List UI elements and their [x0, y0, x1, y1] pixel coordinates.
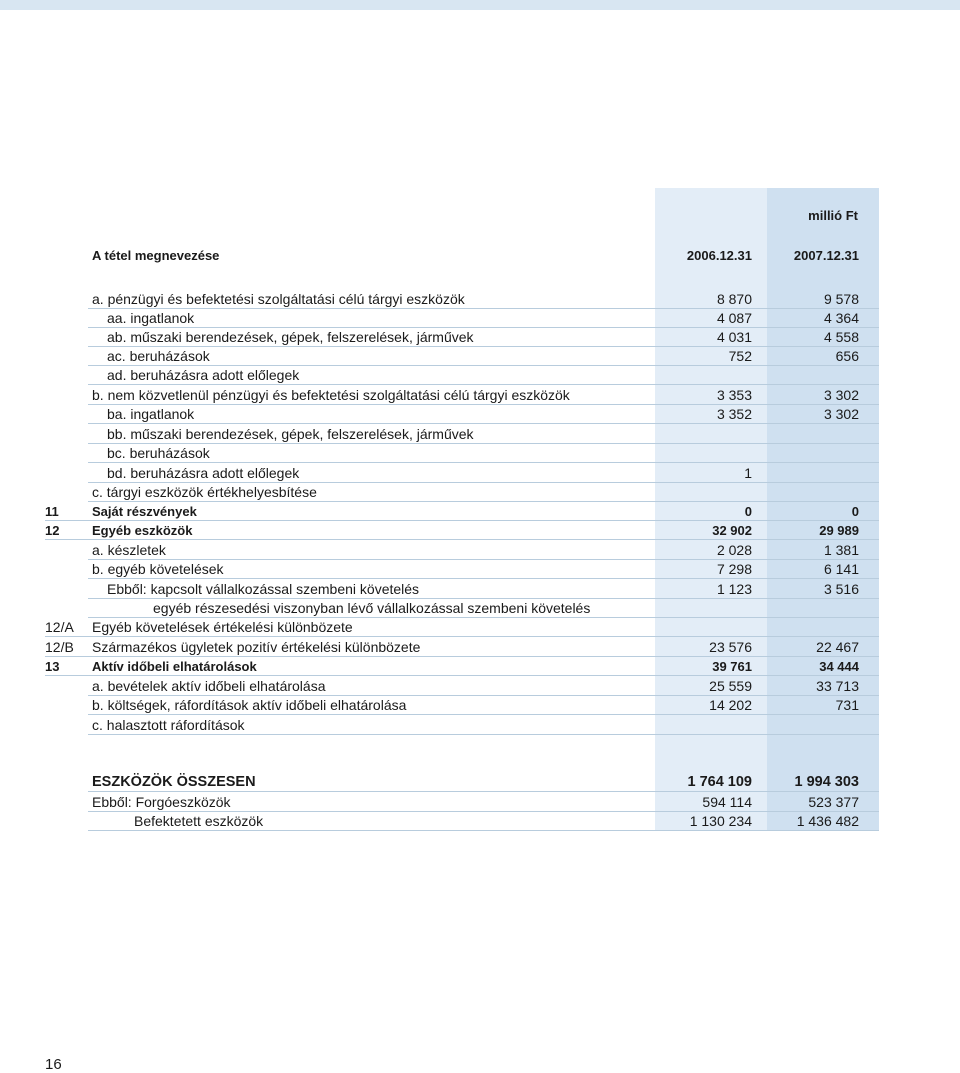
table-row [0, 290, 960, 309]
row-code: 12/B [45, 639, 74, 655]
row-label: Saját részvények [92, 504, 197, 519]
table-row [0, 599, 960, 618]
value-2006: 7 298 [716, 561, 752, 577]
row-label: Egyéb követelések értékelési különbözete [92, 619, 353, 635]
row-divider [88, 830, 879, 831]
value-2006: 39 761 [712, 659, 752, 674]
row-label: ac. beruházások [107, 348, 210, 364]
value-2006: 4 031 [716, 329, 752, 345]
row-divider [88, 423, 879, 424]
value-2007: 34 444 [819, 659, 859, 674]
row-label: Ebből: Forgóeszközök [92, 794, 231, 810]
value-2007: 22 467 [816, 639, 859, 655]
table-row [0, 425, 960, 444]
value-2006: 14 202 [709, 697, 752, 713]
value-2006: 1 764 109 [687, 774, 752, 790]
header-2006: 2006.12.31 [686, 248, 752, 263]
table-row [0, 521, 960, 540]
row-label: aa. ingatlanok [107, 310, 195, 326]
row-label: ESZKÖZÖK ÖSSZESEN [92, 774, 256, 790]
value-2006: 32 902 [712, 523, 752, 538]
value-2006: 1 [744, 465, 752, 481]
value-2007: 3 302 [823, 406, 859, 422]
table-row [0, 716, 960, 735]
totals-row [0, 812, 960, 831]
row-divider [88, 384, 879, 385]
value-2006: 2 028 [716, 542, 752, 558]
row-divider [88, 578, 879, 579]
table-row [0, 464, 960, 483]
value-2007: 4 558 [823, 329, 859, 345]
value-2007: 731 [835, 697, 859, 713]
value-2007: 1 436 482 [796, 813, 859, 829]
table-row [0, 657, 960, 676]
value-2007: 656 [835, 348, 859, 364]
row-label: b. egyéb követelések [92, 561, 224, 577]
value-2006: 752 [728, 348, 752, 364]
value-2007: 3 302 [823, 387, 859, 403]
row-divider [45, 539, 879, 540]
table-row [0, 483, 960, 502]
row-code: 12/A [45, 619, 74, 635]
value-2007: 523 377 [808, 794, 859, 810]
table-row [0, 386, 960, 405]
table-row [0, 347, 960, 366]
value-2007: 3 516 [823, 581, 859, 597]
row-label: b. költségek, ráfordítások aktív időbeli elhatárolása [92, 697, 407, 713]
row-label: bc. beruházások [107, 445, 210, 461]
value-2006: 0 [744, 504, 752, 519]
row-divider [88, 714, 879, 715]
row-divider [88, 734, 879, 735]
value-2007: 6 141 [823, 561, 859, 577]
value-2006: 23 576 [709, 639, 752, 655]
value-2006: 8 870 [716, 291, 752, 307]
value-2006: 4 087 [716, 310, 752, 326]
row-code: 12 [45, 523, 60, 538]
value-2007: 33 713 [816, 678, 859, 694]
table-row [0, 618, 960, 637]
table-row [0, 309, 960, 328]
row-label: ad. beruházásra adott előlegek [107, 367, 300, 383]
row-label: Egyéb eszközök [92, 523, 193, 538]
row-label: ab. műszaki berendezések, gépek, felszerelések, járművek [107, 329, 474, 345]
table-row [0, 328, 960, 347]
row-code: 11 [45, 504, 59, 519]
row-label: Származékos ügyletek pozitív értékelési különbözete [92, 639, 421, 655]
row-label: c. halasztott ráfordítások [92, 717, 245, 733]
row-label: Befektetett eszközök [134, 813, 264, 829]
totals-row [0, 773, 960, 792]
row-divider [88, 462, 879, 463]
row-label: ba. ingatlanok [107, 406, 195, 422]
table-row [0, 541, 960, 560]
value-2006: 25 559 [709, 678, 752, 694]
value-2006: 1 130 234 [689, 813, 752, 829]
value-2006: 3 352 [716, 406, 752, 422]
table-row [0, 696, 960, 715]
table-row [0, 677, 960, 696]
value-2007: 9 578 [823, 291, 859, 307]
row-divider [45, 636, 879, 637]
totals-row [0, 793, 960, 812]
value-2007: 0 [851, 504, 859, 519]
row-divider [88, 791, 879, 792]
table-header [0, 246, 960, 265]
header-name: A tétel megnevezése [92, 248, 220, 263]
row-code: 13 [45, 659, 60, 674]
value-2007: 29 989 [819, 523, 859, 538]
row-label: Ebből: kapcsolt vállalkozással szembeni követelés [107, 581, 420, 597]
value-2007: 4 364 [823, 310, 859, 326]
value-2007: 1 381 [823, 542, 859, 558]
row-divider [45, 675, 879, 676]
page-number: 16 [45, 1056, 62, 1073]
value-2006: 3 353 [716, 387, 752, 403]
row-label: c. tárgyi eszközök értékhelyesbítése [92, 484, 317, 500]
table-row [0, 502, 960, 521]
table-row [0, 366, 960, 385]
unit-label: millió Ft [808, 208, 858, 223]
value-2006: 1 123 [716, 581, 752, 597]
row-label: bd. beruházásra adott előlegek [107, 465, 300, 481]
row-label: a. bevételek aktív időbeli elhatárolása [92, 678, 326, 694]
value-2006: 594 114 [702, 794, 752, 810]
row-label: Aktív időbeli elhatárolások [92, 659, 257, 674]
value-2007: 1 994 303 [794, 774, 859, 790]
table-row [0, 444, 960, 463]
table-row [0, 638, 960, 657]
row-label: b. nem közvetlenül pénzügyi és befektetési szolgáltatási célú tárgyi eszközök [92, 387, 570, 403]
row-label: bb. műszaki berendezések, gépek, felszerelések, járművek [107, 426, 474, 442]
table-row [0, 405, 960, 424]
top-color-bar [0, 0, 960, 10]
row-label: a. készletek [92, 542, 166, 558]
row-label: egyéb részesedési viszonyban lévő vállalkozással szembeni követelés [153, 600, 591, 616]
header-2007: 2007.12.31 [793, 248, 859, 263]
table-row [0, 580, 960, 599]
table-row [0, 560, 960, 579]
row-label: a. pénzügyi és befektetési szolgáltatási célú tárgyi eszközök [92, 291, 465, 307]
